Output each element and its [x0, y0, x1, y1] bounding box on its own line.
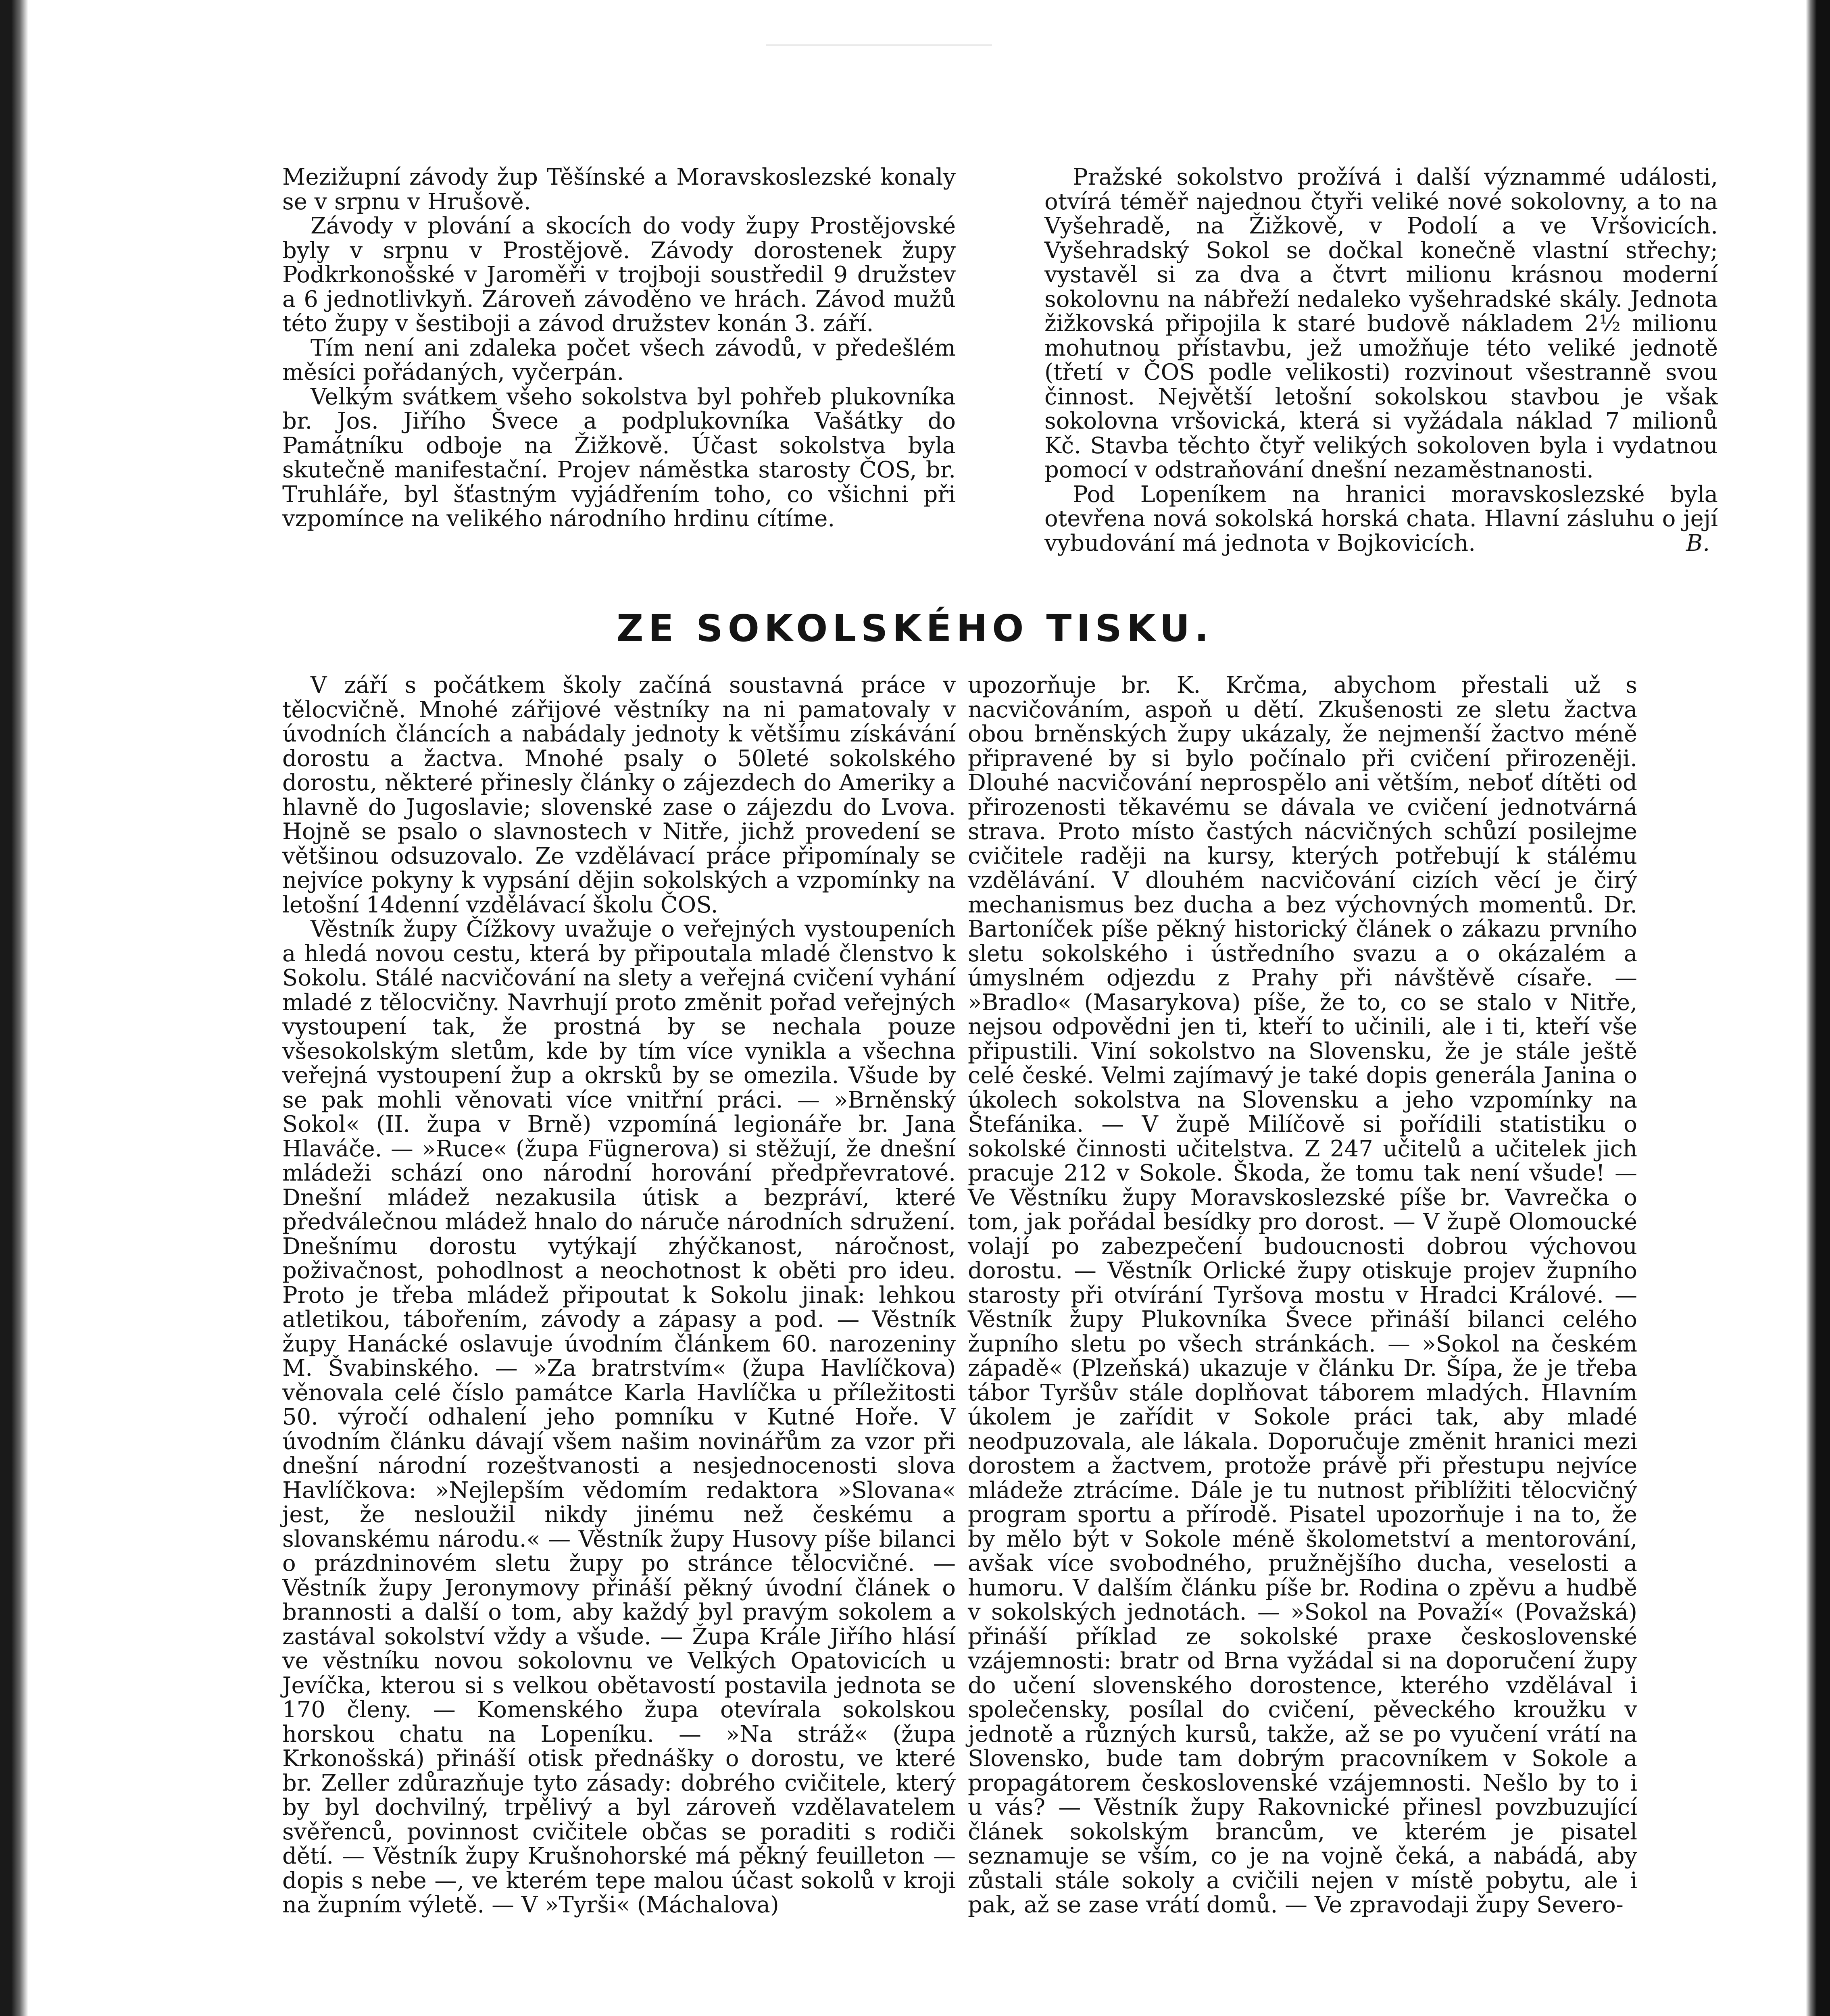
paragraph: Závody v plování a skocích do vody župy Prostějovské byly v srpnu v Prostějově. Závody dorostenek župy Podkrkonošské v Jaroměři v trojboji soustředil 9 družstev a 6 jednotlivkyň. Zároveň závoděno ve hrách. Závod mužů této župy v šestiboji a závod družstev konán 3. září.: [282, 213, 956, 337]
paragraph: upozorňuje br. K. Krčma, abychom přestali už s nacvičováním, aspoň u dětí. Zkušenosti ze sletu žactva obou brněnských župy ukázaly, že nejmenší žactvo méně připravené by si bylo počínalo při cvičení přirozeněji. Dlouhé nacvičování neprospělo ani větším, neboť dítěti od přirozenosti těkavému se dávala ve cvičení jednotvárná strava. Proto místo častých nácvičných schůzí posilejme cvičitele raději na kursy, kterých potřebují k stálému vzdělávání. V dlouhém nacvičování cizích věcí je čirý mechanismus bez ducha a bez výchovných momentů. Dr. Bartoníček píše pěkný historický článek o zákazu prvního sletu sokolského i ústředního svazu a o okázalém a úmyslném odjezdu z Prahy při návštěvě císaře. — »Bradlo« (Masarykova) píše, že to, co se stalo v Nitře, nejsou odpovědni jen ti, kteří to učinili, ale i ti, kteří vše připustili. Viní sokolstvo na Slovensku, že je stále ještě celé české. Velmi zajímavý je také dopis generála Janina o úkolech sokolstva na Slovensku a jeho vzpomínky na Štefánika. — V župě Milíčově si pořídili statistiku o sokolské činnosti učitelstva. Z 247 učitelů a učitelek jich pracuje 212 v Sokole. Škoda, že tomu tak není všude! — Ve Věstníku župy Moravskoslezské píše br. Vavrečka o tom, jak pořádal besídky pro dorost. — V župě Olomoucké volají po zabezpečení budoucnosti dobrou výchovou dorostu. — Věstník Orlické župy otiskuje projev župního starosty při otvírání Tyršova mostu v Hradci Králové. — Věstník župy Plukovníka Švece přináší bilanci celého župního sletu po všech stránkách. — »Sokol na českém západě« (Plzeňská) ukazuje v článku Dr. Šípa, že je třeba tábor Tyršův stále doplňovat táborem mladých. Hlavním úkolem je zařídit v Sokole práci tak, aby mladé neodpuzovala, ale lákala. Doporučuje změnit hranici mezi dorostem a žactvem, protože právě při přestupu nejvíce mládeže ztrácíme. Dále je tu nutnost přiblížiti tělocvičný program sportu a přírodě. Pisatel upozorňuje i na to, že by mělo být v Sokole méně školometství a mentorování, avšak více svobodného, pružnějšího ducha, veselosti a humoru. V dalším článku píše br. Rodina o zpěvu a hudbě v sokolských jednotách. — »Sokol na Považí« (Považská) přináší příklad ze sokolské praxe československé vzájemnosti: bratr od Brna vyžádal si na doporučení župy do učení slovenského dorostence, kterého vzdělával i společensky, posílal do cvičení, pěveckého kroužku v jednotě a různých kursů, takže, až se po vyučení vrátí na Slovensko, bude tam dobrým pracovníkem v Sokole a propagátorem československé vzájemnosti. Nešlo by to i u vás? — Věstník župy Rakovnické přinesl povzbuzující článek sokolským brancům, ve kterém je pisatel seznamuje se vším, co je na vojně čeká, a nabádá, aby zůstali stále sokoly a cvičili nejen v místě pobytu, ale i pak, až se zase vrátí domů. — Ve zpravodaji župy Severo-: [968, 672, 1637, 1918]
paragraph: Velkým svátkem všeho sokolstva byl pohřeb plukovníka br. Jos. Jiřího Švece a podplukovníka Vašátky do Památníku odboje na Žižkově. Účast sokolstva byla skutečně manifestační. Projev náměstka starosty ČOS, br. Truhláře, byl šťastným vyjádřením toho, co všichni při vzpomínce na velikého národního hrdinu cítíme.: [282, 383, 956, 532]
top-left-column: [282, 165, 956, 531]
paragraph: Věstník župy Čížkovy uvažuje o veřejných vystoupeních a hledá novou cestu, která by připoutala mladé členstvo k Sokolu. Stálé nacvičování na slety a veřejná cvičení vyhání mladé z tělocvičny. Navrhují proto změnit pořad veřejných vystoupení tak, že prostná by se nechala pouze všesokolským sletům, kde by tím více vynikla a všechna veřejná vystoupení žup a okrsků by se omezila. Všude by se pak mohli věnovati více vnitřní práci. — »Brněnský Sokol« (II. župa v Brně) vzpomíná legionáře br. Jana Hlaváče. — »Ruce« (župa Fügnerova) si stěžují, že dnešní mládeži schází ono národní horování předpřevratové. Dnešní mládež nezakusila útisk a bezpráví, které předválečnou mládež hnalo do náruče národních sdružení. Dnešnímu dorostu vytýkají zhýčkanost, náročnost, poživačnost, pohodlnost a neochotnost k oběti pro ideu. Proto je třeba mládež připoutat k Sokolu jinak: lehkou atletikou, tábořením, závody a zápasy a pod. — Věstník župy Hanácké oslavuje úvodním článkem 60. narozeniny M. Švabinského. — »Za bratrstvím« (župa Havlíčkova) věnovala celé číslo památce Karla Havlíčka u příležitosti 50. výročí odhalení jeho pomníku v Kutné Hoře. V úvodním článku dávají všem našim novinářům za vzor při dnešní národní rozeštvanosti a nesjednocenosti slova Havlíčkova: »Nejlepším vědomím redaktora »Slovana« jest, že nesloužil nikdy jinému než českému a slovanskému národu.« — Věstník župy Husovy píše bilanci o prázdninovém sletu župy po stránce tělocvičné. — Věstník župy Jeronymovy přináší pěkný úvodní článek o brannosti a další o tom, aby každý byl pravým sokolem a zastával sokolství vždy a všude. — Župa Krále Jiřího hlásí ve věstníku novou sokolovnu ve Velkých Opatovicích u Jevíčka, kterou si s velkou obětavostí postavila jednota se 170 členy. — Komenského župa otevírala sokolskou horskou chatu na Lopeníku. — »Na stráž« (župa Krkonošská) přináší otisk přednášky o dorostu, ve které br. Zeller zdůrazňuje tyto zásady: dobrého cvičitele, který by byl dochvilný, trpělivý a byl zároveň vzdělavatelem svěřenců, povinnost cvičitele občas se poraditi s rodiči dětí. — Věstník župy Krušnohorské má pěkný feuilleton — dopis s nebe —, ve kterém tepe malou účast sokolů v kroji na župním výletě. — V »Tyrši« (Máchalova): [282, 916, 956, 1918]
press-review-right-column: [968, 673, 1637, 1918]
paragraph: Pražské sokolstvo prožívá i další význammé události, otvírá téměř najednou čtyři veliké nové sokolovny, a to na Vyšehradě, na Žižkově, v Podolí a ve Vršovicích. Vyšehradský Sokol se dočkal konečně vlastní střechy; vystavěl si za dva a čtvrt milionu krásnou moderní sokolovnu na nábřeží nedaleko vyšehradské skály. Jednota žižkovská připojila k staré budově nákladem 2½ milionu mohutnou přístavbu, jež umožňuje této veliké jednotě (třetí v ČOS podle velikosti) rozvinout všestranně svou činnost. Největší letošní sokolskou stavbou je však sokolovna vršovická, která si vyžádala náklad 7 milionů Kč. Stavba těchto čtyř velikých sokoloven byla i vydatnou pomocí v odstraňování dnešní nezaměstnanosti.: [1044, 164, 1718, 483]
scan-edge-left: [0, 0, 28, 2016]
top-right-column: [1044, 165, 1718, 556]
press-review-left-column: [282, 673, 956, 1918]
paragraph: [1044, 483, 1718, 556]
page-top-mark: [766, 16, 992, 46]
paragraph: Tím není ani zdaleka počet všech závodů, v předešlém měsíci pořádaných, vyčerpán.: [282, 335, 956, 385]
author-signature: B.: [1686, 530, 1710, 556]
scan-edge-right: [1806, 0, 1830, 2016]
section-title: ZE SOKOLSKÉHO TISKU.: [616, 607, 1214, 650]
paragraph: Mezižupní závody žup Těšínské a Moravskoslezské konaly se v srpnu v Hrušově.: [282, 164, 956, 215]
paragraph: V září s počátkem školy začíná soustavná práce v tělocvičně. Mnohé zářijové věstníky na ni pamatovaly v úvodních článcích a nabádaly jednoty k většímu získávání dorostu a žactva. Mnohé psaly o 50leté sokolského dorostu, některé přinesly články o zájezdech do Ameriky a hlavně do Jugoslavie; slovenské zase o zájezdu do Lvova. Hojně se psalo o slavnostech v Nitře, jichž provedení se většinou odsuzovalo. Ze vzdělávací práce připomínaly se nejvíce pokyny k vypsání dějin sokolských a vzpomínky na letošní 14denní vzdělávací školu ČOS.: [282, 672, 956, 918]
paragraph-text: Pod Lopeníkem na hranici moravskoslezské byla otevřena nová sokolská horská chata. Hlavní zásluhu o její vybudování má jednota v Bojkovicích.: [1044, 481, 1718, 556]
